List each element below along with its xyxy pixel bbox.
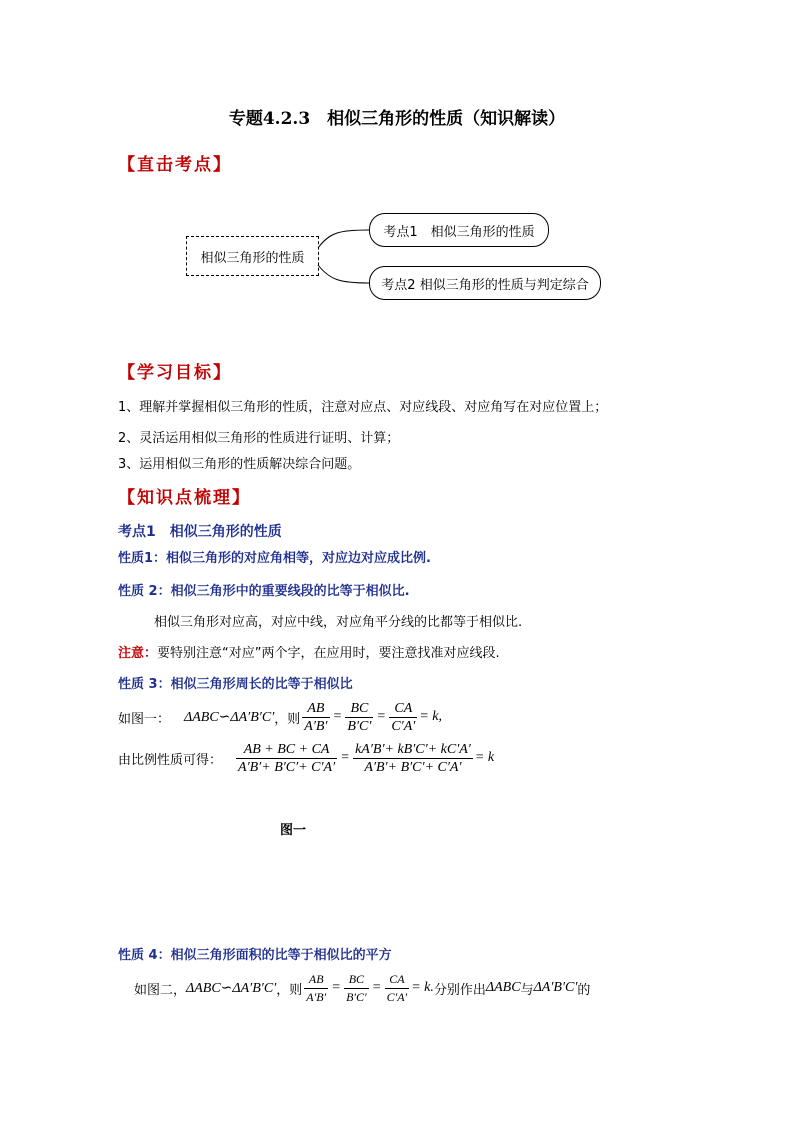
property-2-label: 性质 2： [118,584,171,599]
formula-2-prefix: 由比例性质可得： [118,752,223,768]
formula-3-frac-2-num: BC [344,971,369,989]
property-2-text: 相似三角形中的重要线段的比等于相似比. [170,584,410,599]
page-title: 专题4.2.3 相似三角形的性质（知识解读） [228,109,566,129]
formula-3: 如图二， ΔABC∽ΔA′B′C′ ，则 $\frac{AB}{A'B'}$ = $\frac{BC}{B'C'}$ = $\frac{CA}{C'A'}$ = k. 分别作出 ΔABC 与 ΔA′B′C′ 的 [134,971,591,1004]
mindmap-branch-2 [369,266,601,300]
mindmap-root [186,236,319,276]
formula-1-frac-1-num: AB [302,700,329,718]
property-4-label: 性质 4： [118,948,171,963]
formula-2-frac-1-den: A′B′+ B′C′+ C′A′ [238,759,336,775]
property-1 [118,547,431,566]
mindmap-branch-1-label: 考点1 相似三角形的性质 [383,224,535,240]
property-4-text: 相似三角形面积的比等于相似比的平方 [170,948,392,963]
property-3 [118,673,353,692]
property-2 [118,580,410,599]
property-1-label: 性质1： [118,551,167,566]
property-3-label: 性质 3： [118,677,171,692]
formula-3-frac-1 [304,971,328,1006]
formula-1-frac-1 [302,700,329,735]
formula-3-de: 的 [577,982,591,998]
formula-3-k: = k. [411,980,434,995]
goal-2: 2、灵活运用相似三角形的性质进行证明、计算； [118,431,400,446]
goal-1: 1、理解并掌握相似三角形的性质，注意对应点、对应线段、对应角写在对应位置上； [118,400,608,415]
note-label: 注意： [118,646,158,661]
section-zhiji: 【直击考点】 [118,155,232,175]
formula-1-similarity: ΔABC∽ΔA′B′C′ [184,709,275,725]
formula-3-frac-1-den: A′B′ [306,989,327,1004]
formula-1-frac-2-den: B′C′ [347,718,372,734]
formula-3-similarity: ΔABC∽ΔA′B′C′ [186,980,277,996]
note-text: 要特别注意“对应”两个字，在应用时，要注意找准对应线段. [157,646,500,661]
formula-1-frac-3-num: CA [389,700,417,718]
property-1-text: 相似三角形的对应角相等，对应边对应成比例. [166,551,431,566]
formula-1-ze: ，则 [274,711,301,727]
property-3-text: 相似三角形周长的比等于相似比 [170,677,353,692]
property-2-detail: 相似三角形对应高，对应中线，对应角平分线的比都等于相似比. [154,615,523,630]
formula-3-prefix: 如图二， [134,982,187,998]
note [118,642,500,661]
formula-3-tail: 分别作出 [433,982,486,998]
formula-1: 如图一： ΔABC∽ΔA′B′C′ ，则 $\frac{AB}{A'B'}$ = $\frac{BC}{B'C'}$ = $\frac{CA}{C'A'}$ = k, [118,700,443,734]
formula-1-frac-3-den: C′A′ [391,718,416,734]
formula-2-frac-1-num: AB + BC + CA [236,741,337,759]
formula-1-frac-2-num: BC [345,700,373,718]
formula-3-frac-2-den: B′C′ [346,989,367,1004]
formula-2-frac-2-num: kA′B′+ kB′C′+ kC′A′ [355,741,471,757]
mindmap-root-label: 相似三角形的性质 [200,250,305,266]
figure-1-caption: 图一 [280,823,307,838]
formula-3-triangle-2: ΔA′B′C′ [533,980,578,995]
formula-3-frac-2 [344,971,369,1006]
formula-3-triangle-1: ΔABC [485,980,521,995]
formula-3-frac-3 [385,971,410,1006]
formula-2-k: = k [474,750,495,765]
goal-3: 3、运用相似三角形的性质解决综合问题。 [118,457,361,472]
section-xuexi: 【学习目标】 [118,363,232,383]
formula-3-yu: 与 [520,982,534,998]
formula-3-frac-1-num: AB [304,971,328,989]
formula-2-frac-2-den: A′B′+ B′C′+ C′A′ [364,759,462,775]
formula-2-frac-2 [353,741,473,776]
mindmap-branch-1 [369,213,549,247]
formula-3-ze: ，则 [276,982,303,998]
formula-2: 由比例性质可得： $\frac{AB + BC + CA}{A'B'+ B'C'+ C'A'}$ = $\frac{kA'B'+ kB'C'+ kC'A'}{A'B'+ B'C'+ C'A'}$ = k [118,741,495,775]
formula-2-frac-1 [236,741,337,776]
formula-1-frac-3 [389,700,417,735]
formula-3-frac-3-num: CA [385,971,410,989]
formula-3-frac-3-den: C′A′ [386,989,408,1004]
mindmap-branch-2-label: 考点2 相似三角形的性质与判定综合 [381,277,589,293]
formula-1-k: = k, [419,709,443,724]
section-zhishi: 【知识点梳理】 [118,488,251,508]
property-4 [118,944,392,963]
formula-1-frac-2 [345,700,373,735]
kaodian-1-heading: 考点1 相似三角形的性质 [118,524,282,540]
formula-1-prefix: 如图一： [118,711,171,727]
formula-1-frac-1-den: A′B′ [304,718,328,734]
